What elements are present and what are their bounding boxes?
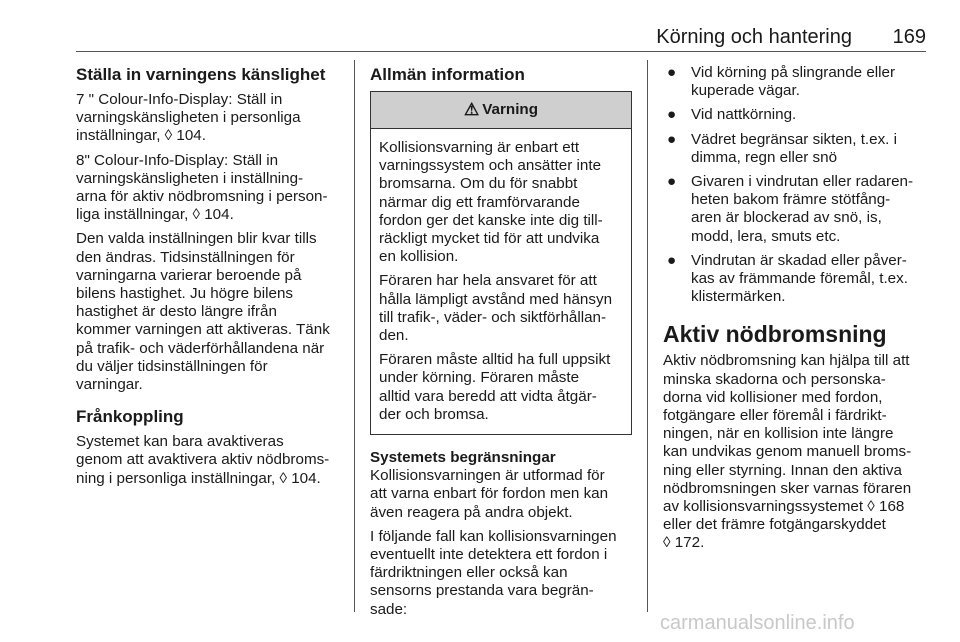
column-1 [76, 64, 344, 494]
header-rule [76, 51, 926, 52]
list-item: ● Vid nattkörning. [667, 106, 797, 124]
list-item: ● Vid körning på slingrande eller kuperade vägar. [667, 64, 896, 100]
column-2 [370, 64, 632, 625]
paragraph-deactivation: Systemet kan bara avaktiveras genom att avaktivera aktiv nödbroms- ning i personliga inställningar, ◊ 104. [76, 433, 330, 487]
page-header [76, 26, 926, 48]
warning-header [371, 92, 631, 129]
list-item: ● Vädret begränsar sikten, t.ex. i dimma, regn eller snö [667, 130, 897, 166]
watermark: carmanualsonline.info [660, 612, 855, 634]
subheading-system-limitations: Systemets begränsningar [370, 449, 556, 467]
column-divider-1 [354, 60, 355, 612]
bullet-icon: ● [667, 64, 677, 81]
bullet-icon: ● [667, 173, 677, 191]
paragraph-limitations-1: Kollisionsvarningen är utformad för att varna enbart för fordon men kan även reagera på andra objekt. [370, 467, 609, 521]
bullet-icon: ● [667, 130, 677, 148]
warning-paragraph-1: Kollisionsvarning är enbart ett varningssystem och ansätter inte bromsarna. Om du för snabbt närmar dig ett framförvarande fordon ger det kanske inte dig till- räckligt mycket tid för att undvika en kollision. [379, 139, 603, 266]
section-heading-sensitivity: Ställa in varningens känslighet [76, 65, 326, 84]
paragraph-7inch-display: 7 " Colour-Info-Display: Ställ in varningskänsligheten i personliga inställningar, ◊ 104. [76, 91, 301, 145]
chapter-title: Körning och hantering [656, 26, 852, 48]
column-divider-2 [647, 60, 648, 612]
column-3 [663, 64, 931, 559]
warning-paragraph-3: Föraren måste alltid ha full uppsikt under körning. Föraren måste alltid vara beredd att vidta åtgär- der och bromsa. [379, 351, 611, 423]
section-heading-general-info: Allmän information [370, 65, 525, 84]
list-item: ● Vindrutan är skadad eller påver- kas av främmande föremål, t.ex. klistermärken. [667, 251, 908, 306]
warning-box [370, 91, 632, 435]
warning-body [371, 129, 631, 434]
section-heading-deactivation: Frånkoppling [76, 407, 184, 427]
paragraph-emergency-braking: Aktiv nödbromsning kan hjälpa till att minska skadorna och personska- dorna vid kollisioner med fordon, fotgängare eller föremål i färdrikt- ningen, när en kollision inte längre kan undvikas genom manuell broms- ning eller styrning. Innan den aktiva nödbromsningen sker varnas föraren av kollisionsvarningssystemet ◊ 168 eller det främre fotgängarskyddet ◊ 172. [663, 352, 912, 552]
bullet-icon: ● [667, 106, 677, 124]
section-heading-active-emergency-braking: Aktiv nödbromsning [663, 321, 887, 348]
warning-paragraph-2: Föraren har hela ansvaret för att hålla lämpligt avstånd med hänsyn till trafik-, väder- och siktförhållan- den. [379, 272, 613, 345]
warning-triangle-icon: ⚠ [464, 99, 480, 119]
page-number: 169 [892, 26, 926, 48]
paragraph-8inch-display: 8" Colour-Info-Display: Ställ in varningskänsligheten i inställning- arna för aktiv nödbromsning i person- liga inställningar, ◊ 104. [76, 151, 328, 224]
limitation-list [663, 64, 931, 306]
paragraph-limitations-2: I följande fall kan kollisionsvarningen eventuellt inte detektera ett fordon i färdriktningen eller också kan sensorns prestanda vara begrän- sade: [370, 527, 617, 618]
warning-title: Varning [482, 100, 538, 118]
list-item: ● Givaren i vindrutan eller radaren- heten bakom främre stötfång- aren är blockerad av snö, is, modd, lera, smuts etc. [667, 173, 914, 245]
bullet-icon: ● [667, 251, 677, 269]
paragraph-selected-setting: Den valda inställningen blir kvar tills den ändras. Tidsinställningen för varningarna varierar beroende på bilens hastighet. Ju högre bilens hastighet är desto längre ifrån kommer varningen att aktiveras. Tänk på trafik- och väderförhållandena när du väljer tidsinställningen för varningar. [76, 230, 330, 394]
